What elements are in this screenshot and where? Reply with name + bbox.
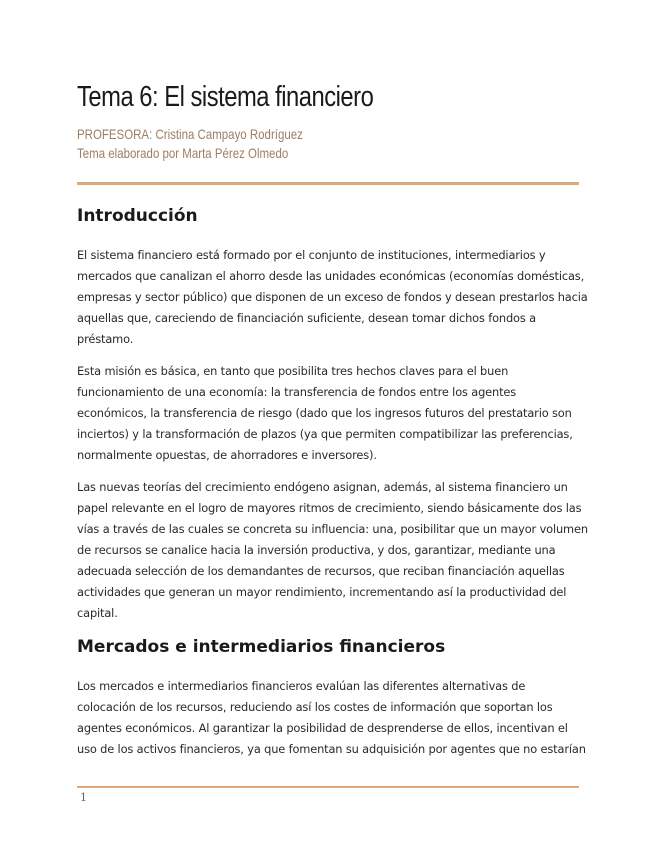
text-line: capital. — [77, 606, 118, 620]
text-line: uso de los activos financieros, ya que fomentan su adquisición por agentes que no estarían — [77, 742, 586, 756]
text-line: colocación de los recursos, reduciendo así los costes de información que soportan los — [77, 700, 553, 714]
page-number: 1 — [80, 791, 87, 804]
text-line: papel relevante en el logro de mayores ritmos de crecimiento, siendo básicamente dos las — [77, 501, 582, 515]
text-line: inciertos) y la transformación de plazos (ya que permiten compatibilizar las preferencias, — [77, 427, 573, 441]
text-line: Esta misión es básica, en tanto que posibilita tres hechos claves para el buen — [77, 364, 509, 378]
introduction-heading: Introducción — [77, 206, 198, 226]
header-divider — [77, 182, 579, 185]
text-line: empresas y sector público) que disponen de un exceso de fondos y desean prestarlos hacia — [77, 290, 588, 304]
text-line: actividades que generan un mayor rendimiento, incrementando así la productividad del — [77, 585, 567, 599]
text-line: vías a través de las cuales se concreta su influencia: una, posibilitar que un mayor volumen — [77, 522, 588, 536]
text-line: de recursos se canalice hacia la inversión productiva, y dos, garantizar, mediante una — [77, 543, 556, 557]
professor-line: PROFESORA: Cristina Campayo Rodríguez — [77, 126, 303, 142]
paragraph-intro-2 — [77, 361, 582, 466]
text-line: económicos, la transferencia de riesgo (dado que los ingresos futuros del prestatario son — [77, 406, 572, 420]
text-line: funcionamiento de una economía: la transferencia de fondos entre los agentes — [77, 385, 517, 399]
text-line: normalmente opuestas, de ahorradores e inversores). — [77, 448, 377, 462]
text-line: Los mercados e intermediarios financieros evalúan las diferentes alternativas de — [77, 679, 526, 693]
text-line: Las nuevas teorías del crecimiento endógeno asignan, además, al sistema financiero un — [77, 480, 568, 494]
text-line: agentes económicos. Al garantizar la posibilidad de desprenderse de ellos, incentivan el — [77, 721, 568, 735]
paragraph-markets-1 — [77, 676, 586, 760]
text-line: mercados que canalizan el ahorro desde las unidades económicas (economías domésticas, — [77, 269, 585, 283]
paragraph-intro-1 — [77, 245, 588, 350]
document-title: Tema 6: El sistema financiero — [77, 81, 374, 113]
markets-heading: Mercados e intermediarios financieros — [77, 637, 446, 657]
text-line: préstamo. — [77, 332, 134, 346]
text-line: aquellas que, careciendo de financiación suficiente, desean tomar dichos fondos a — [77, 311, 536, 325]
text-line: adecuada selección de los demandantes de recursos, que reciban financiación aquellas — [77, 564, 565, 578]
author-line: Tema elaborado por Marta Pérez Olmedo — [77, 145, 289, 161]
paragraph-intro-3 — [77, 477, 588, 624]
text-line: El sistema financiero está formado por el conjunto de instituciones, intermediarios y — [77, 248, 546, 262]
footer-divider — [77, 786, 579, 788]
